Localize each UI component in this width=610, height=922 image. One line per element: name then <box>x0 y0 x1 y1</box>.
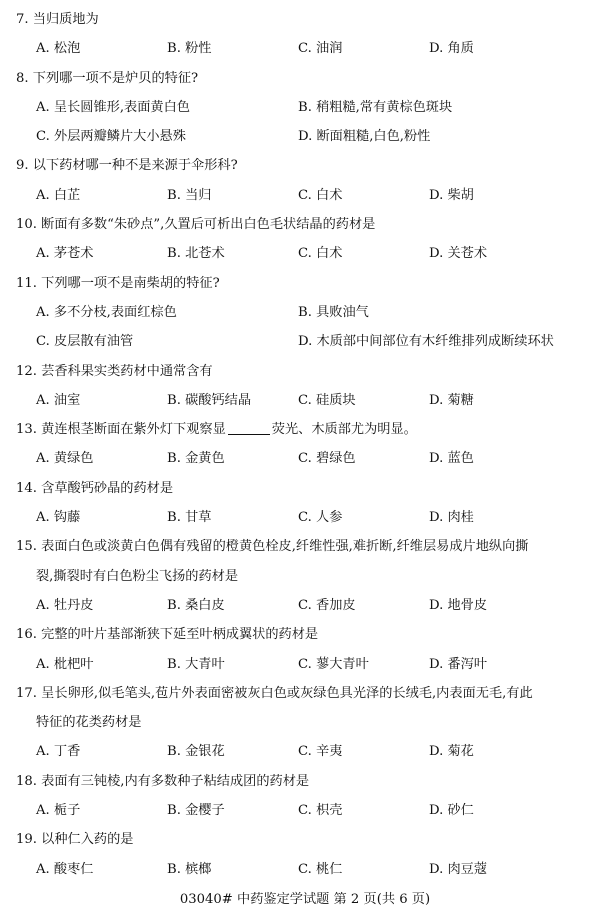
option: C. 蓼大青叶 <box>298 656 369 672</box>
option: D. 关苍术 <box>429 246 488 262</box>
question-stem-continued: 裂,撕裂时有白色粉尘飞扬的药材是 <box>36 568 239 584</box>
option: C. 桃仁 <box>298 861 343 877</box>
option: D. 蓝色 <box>429 451 474 467</box>
option: D. 地骨皮 <box>429 597 488 613</box>
option: B. 大青叶 <box>167 656 225 672</box>
question-stem: 10. 断面有多数“朱砂点”,久置后可析出白色毛状结晶的药材是 <box>16 217 376 233</box>
question-stem-continued: 特征的花类药材是 <box>36 715 142 731</box>
question-stem: 11. 下列哪一项不是南柴胡的特征? <box>16 275 220 291</box>
answer-blank <box>228 419 270 435</box>
option: A. 丁香 <box>36 744 81 760</box>
option: A. 栀子 <box>36 803 81 819</box>
option-row <box>16 327 594 356</box>
option: A. 枇杷叶 <box>36 656 94 672</box>
option-row <box>16 181 594 210</box>
option: A. 多不分枝,表面红棕色 <box>36 304 177 320</box>
option: C. 油润 <box>298 41 343 57</box>
option: D. 肉豆蔻 <box>429 861 488 877</box>
option: C. 皮层散有油管 <box>36 334 134 350</box>
option: C. 辛夷 <box>298 744 343 760</box>
option: D. 番泻叶 <box>429 656 488 672</box>
question-stem: 9. 以下药材哪一种不是来源于伞形科? <box>16 158 238 174</box>
option-row <box>16 34 594 63</box>
option: B. 北苍术 <box>167 246 225 262</box>
option: D. 菊糖 <box>429 392 474 408</box>
option-row <box>16 503 594 532</box>
option: C. 硅质块 <box>298 392 356 408</box>
question-stem <box>16 415 594 444</box>
option: B. 甘草 <box>167 510 212 526</box>
option: C. 白术 <box>298 246 343 262</box>
option-row <box>16 591 594 620</box>
option: C. 人参 <box>298 510 343 526</box>
option-row <box>16 239 594 268</box>
option: B. 具败油气 <box>298 304 369 320</box>
option: D. 菊花 <box>429 744 474 760</box>
question-stem-part: 荧光、木质部尤为明显。 <box>271 422 417 438</box>
option: B. 槟榔 <box>167 861 212 877</box>
option-row <box>16 298 594 327</box>
option-row <box>16 93 594 122</box>
question-stem: 7. 当归质地为 <box>16 12 99 27</box>
option: C. 枳壳 <box>298 803 343 819</box>
option: B. 金黄色 <box>167 451 225 467</box>
option: A. 松泡 <box>36 41 81 57</box>
option: A. 黄绿色 <box>36 451 94 467</box>
option: B. 金樱子 <box>167 803 225 819</box>
option-row <box>16 855 594 884</box>
option-row <box>16 386 594 415</box>
option: D. 木质部中间部位有木纤维排列成断续环状 <box>298 334 554 350</box>
question-stem: 19. 以种仁入药的是 <box>16 832 134 848</box>
question-stem: 16. 完整的叶片基部渐狭下延至叶柄成翼状的药材是 <box>16 627 319 643</box>
option-row <box>16 122 594 151</box>
option: A. 钩藤 <box>36 510 81 526</box>
option: D. 断面粗糙,白色,粉性 <box>298 129 431 145</box>
option-row <box>16 796 594 825</box>
option: A. 油室 <box>36 392 81 408</box>
question-stem: 18. 表面有三钝棱,内有多数种子粘结成团的药材是 <box>16 773 310 789</box>
option: B. 稍粗糙,常有黄棕色斑块 <box>298 99 453 115</box>
option: D. 角质 <box>429 41 474 57</box>
option: A. 呈长圆锥形,表面黄白色 <box>36 99 190 115</box>
question-stem: 8. 下列哪一项不是炉贝的特征? <box>16 70 199 86</box>
option: D. 柴胡 <box>429 187 474 203</box>
option: A. 牡丹皮 <box>36 597 94 613</box>
option: B. 当归 <box>167 187 212 203</box>
option-row <box>16 737 594 766</box>
option: B. 金银花 <box>167 744 225 760</box>
question-stem: 15. 表面白色或淡黄白色偶有残留的橙黄色栓皮,纤维性强,难折断,纤维层易成片地纵向撕 <box>16 539 529 555</box>
option-row <box>16 650 594 679</box>
option: B. 粉性 <box>167 41 212 57</box>
option: A. 白芷 <box>36 187 81 203</box>
option: C. 香加皮 <box>298 597 356 613</box>
option-row <box>16 444 594 473</box>
question-stem: 12. 芸香科果实类药材中通常含有 <box>16 363 213 379</box>
option: B. 桑白皮 <box>167 597 225 613</box>
option: D. 砂仁 <box>429 803 474 819</box>
question-stem: 17. 呈长卵形,似毛笔头,苞片外表面密被灰白色或灰绿色具光泽的长绒毛,内表面无毛,有此 <box>16 685 533 701</box>
option: C. 外层两瓣鳞片大小悬殊 <box>36 129 186 145</box>
page-footer: 03040# 中药鉴定学试题 第 2 页(共 6 页) <box>179 891 431 907</box>
option: A. 茅苍术 <box>36 246 94 262</box>
question-stem-part: 13. 黄连根茎断面在紫外灯下观察显 <box>16 422 226 438</box>
option: B. 碳酸钙结晶 <box>167 392 252 408</box>
option: A. 酸枣仁 <box>36 861 94 877</box>
option: C. 白术 <box>298 187 343 203</box>
option: C. 碧绿色 <box>298 451 356 467</box>
question-stem: 14. 含草酸钙砂晶的药材是 <box>16 480 174 496</box>
option: D. 肉桂 <box>429 510 474 526</box>
